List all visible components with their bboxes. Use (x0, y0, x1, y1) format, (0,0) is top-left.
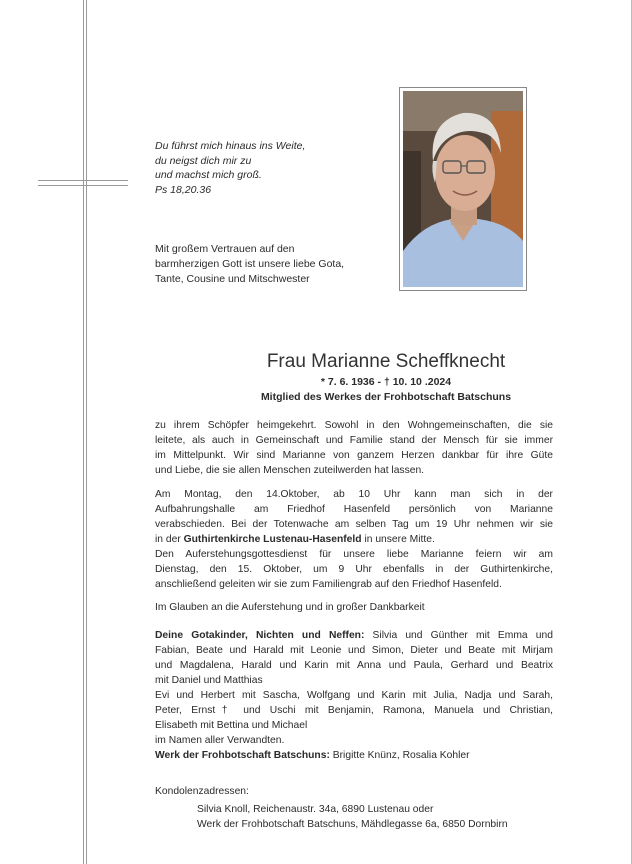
text-line: mit Daniel und Matthias (155, 675, 263, 686)
membership-line: Mitglied des Werkes der Frohbotschaft Batschuns (260, 391, 512, 403)
text-line (155, 748, 553, 763)
deceased-name: Frau Marianne Scheffknecht (266, 351, 506, 372)
text-fragment: in der (155, 534, 184, 545)
text-line: im Mittelpunkt. Wir sind Marianne von ganzem Herzen dankbar für ihre Güte (155, 450, 553, 461)
text-line (155, 532, 553, 547)
portrait-photo-frame (399, 87, 527, 291)
cross-horizontal-line (38, 180, 128, 186)
intro-line: Mit großem Vertrauen auf den (155, 243, 295, 255)
psalm-quote (155, 139, 305, 197)
psalm-line: du neigst dich mir zu (155, 154, 252, 167)
faith-line (155, 600, 553, 615)
work-heading: Werk der Frohbotschaft Batschuns: (155, 750, 330, 761)
intro-text (155, 242, 344, 287)
intro-line: Tante, Cousine und Mitschwester (155, 273, 310, 285)
text-line: anschließend geleiten wir sie zum Familiengrab auf den Friedhof Hasenfeld. (155, 579, 502, 590)
psalm-line: Du führst mich hinaus ins Weite, (155, 140, 306, 152)
family-heading: Deine Gotakinder, Nichten und Neffen: (155, 630, 365, 641)
text-line: im Namen aller Verwandten. (155, 735, 285, 746)
intro-line: barmherzigen Gott ist unsere liebe Gota, (155, 258, 345, 270)
text-fragment: Silvia und Günther mit Emma und (364, 630, 553, 641)
text-fragment: in unsere Mitte. (361, 534, 435, 545)
text-line: und Magdalena, Harald und Karin mit Anna und Paula, Gerhard und Beatrix (155, 660, 553, 671)
paragraph-tribute (155, 418, 553, 478)
psalm-line: und machst mich groß. (155, 169, 262, 181)
paragraph-funeral-details (155, 487, 553, 592)
text-line: und Liebe, die sie allen Menschen zuteilwerden hat lassen. (155, 465, 425, 476)
life-dates: * 7. 6. 1936 - † 10. 10 .2024 (320, 376, 452, 388)
family-list (155, 628, 553, 763)
psalm-reference: Ps 18,20.36 (155, 183, 212, 196)
cross-vertical-line (83, 0, 87, 864)
text-line: Dienstag, den 15. Oktober, um 9 Uhr ebenfalls in der Guthirtenkirche, (155, 564, 553, 575)
text-line: Peter, Ernst† und Uschi mit Benjamin, Ramona, Manuela und Christian, (155, 705, 553, 716)
text-fragment: Brigitte Knünz, Rosalia Kohler (329, 750, 470, 761)
text-line: Den Auferstehungsgottesdienst für unsere liebe Marianne feiern wir am (155, 549, 553, 560)
text-line: Fabian, Beate und Harald mit Leonie und Simon, Dieter und Beate mit Mirjam (155, 645, 553, 656)
church-name: Guthirtenkirche Lustenau-Hasenfeld (183, 534, 362, 545)
text-line: Aufbahrungshalle am Friedhof Hasenfeld persönlich von Marianne (155, 504, 553, 515)
condolence-address: Silvia Knoll, Reichenaustr. 34a, 6890 Lustenau oder (197, 804, 434, 815)
text-line: verabschieden. Bei der Totenwache am selben Tag um 19 Uhr nehmen wir sie (155, 519, 553, 530)
condolence-label: Kondolenzadressen: (155, 786, 249, 797)
condolence-address: Werk der Frohbotschaft Batschuns, Mähdlegasse 6a, 6850 Dornbirn (197, 819, 508, 830)
text-line: Evi und Herbert mit Sascha, Wolfgang und Karin mit Julia, Nadja und Sarah, (155, 690, 553, 701)
text-line (155, 628, 553, 643)
text-line: Am Montag, den 14.Oktober, ab 10 Uhr kann man sich in der (155, 489, 553, 500)
text-line: Im Glauben an die Auferstehung und in großer Dankbarkeit (155, 602, 425, 613)
text-line: Elisabeth mit Bettina und Michael (155, 720, 308, 731)
text-line: leitete, als auch in Gemeinschaft und Familie stand der Mensch für sie immer (155, 435, 553, 446)
text-line: zu ihrem Schöpfer heimgekehrt. Sowohl in den Wohngemeinschaften, die sie (155, 420, 553, 431)
portrait-photo (403, 91, 523, 287)
